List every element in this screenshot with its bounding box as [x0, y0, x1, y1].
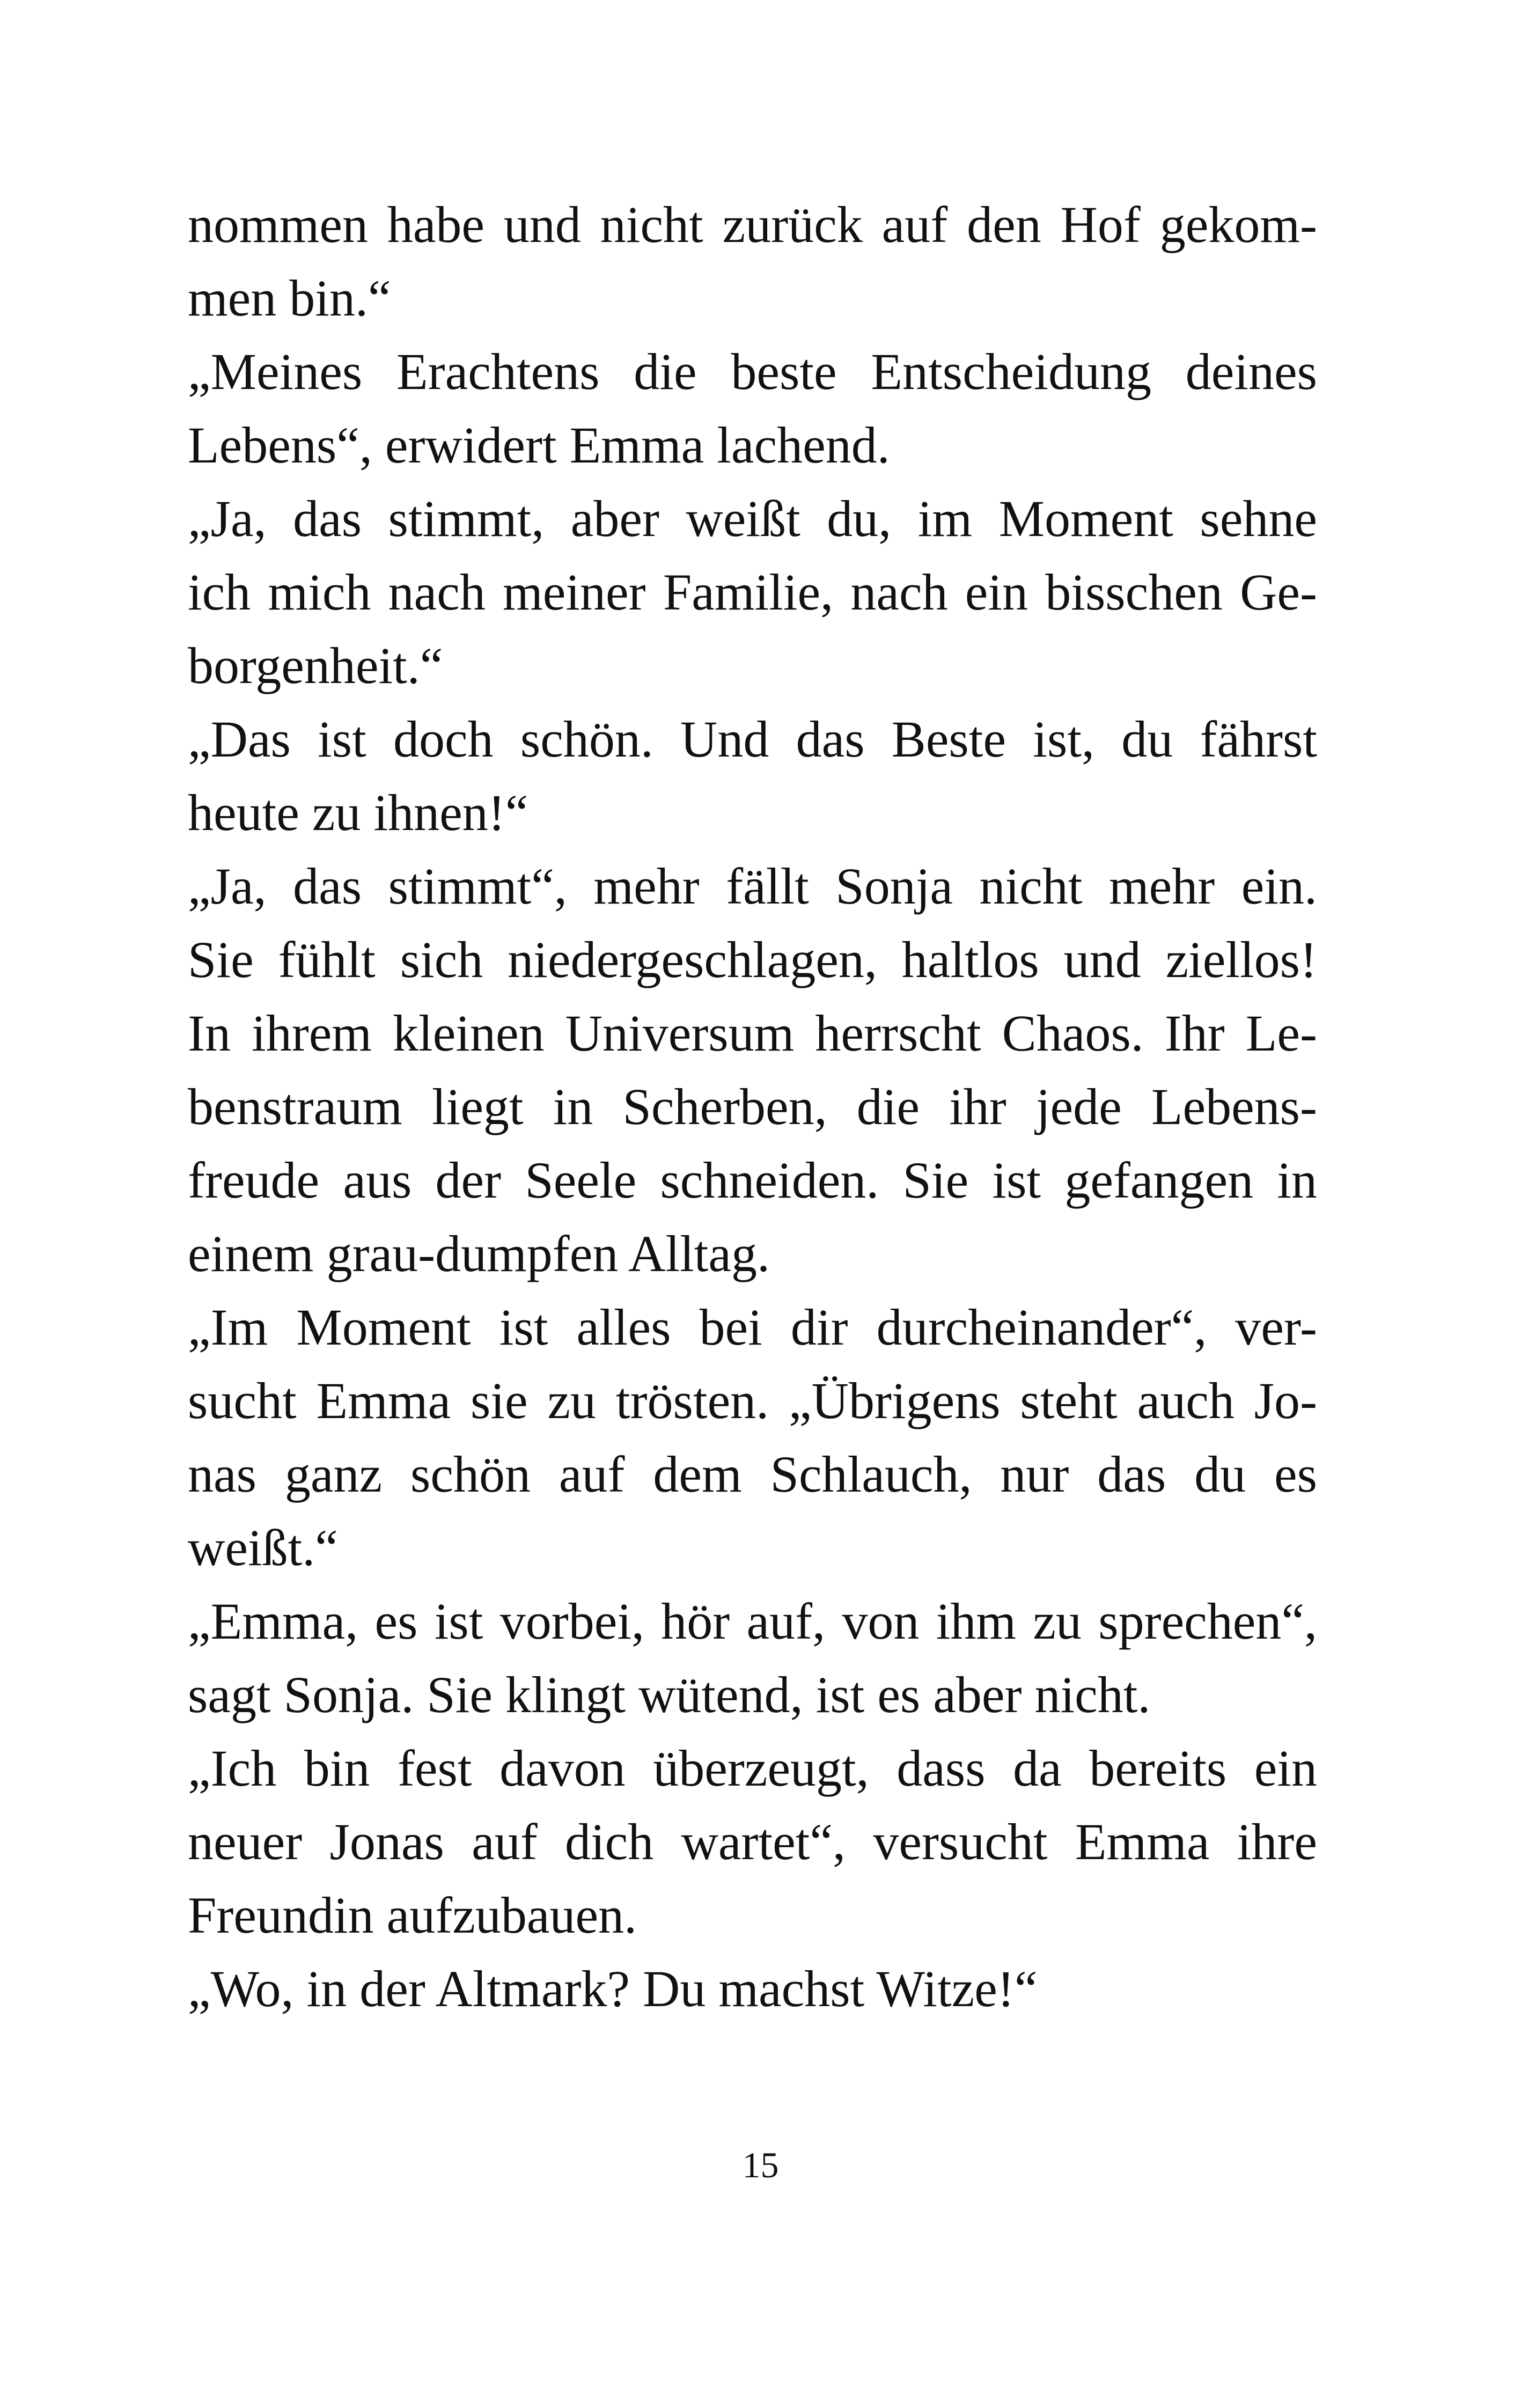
text-line: In ihrem kleinen Universum herrscht Chaos. Ihr Le- [188, 1004, 1317, 1062]
text-line: benstraum liegt in Scherben, die ihr jede Lebens- [188, 1078, 1317, 1135]
text-line: „Meines Erachtens die beste Entscheidung deines [188, 343, 1317, 400]
text-line: Sie fühlt sich niedergeschlagen, haltlos und ziellos! [188, 931, 1317, 988]
text-line: freude aus der Seele schneiden. Sie ist gefangen in [188, 1151, 1317, 1209]
text-line: „Ich bin fest davon überzeugt, dass da bereits ein [188, 1739, 1317, 1797]
text-line: heute zu ihnen!“ [188, 784, 528, 841]
text-line: borgenheit.“ [188, 637, 443, 694]
text-line: nas ganz schön auf dem Schlauch, nur das du es [188, 1445, 1317, 1503]
text-line: men bin.“ [188, 269, 391, 327]
text-line: neuer Jonas auf dich wartet“, versucht Emma ihre [188, 1813, 1317, 1870]
text-line: ich mich nach meiner Familie, nach ein bisschen Ge- [188, 563, 1317, 621]
text-line: nommen habe und nicht zurück auf den Hof gekom- [188, 196, 1317, 253]
text-line: Lebens“, erwidert Emma lachend. [188, 416, 890, 474]
text-line: weißt.“ [188, 1519, 338, 1576]
page-number: 15 [742, 2145, 779, 2185]
text-line: „Das ist doch schön. Und das Beste ist, du fährst [188, 710, 1317, 768]
text-line: sagt Sonja. Sie klingt wütend, ist es aber nicht. [188, 1666, 1151, 1723]
text-line: „Emma, es ist vorbei, hör auf, von ihm zu sprechen“, [188, 1592, 1317, 1650]
text-line: „Wo, in der Altmark? Du machst Witze!“ [188, 1960, 1038, 2017]
text-line: Freundin aufzubauen. [188, 1886, 637, 1944]
text-line: „Ja, das stimmt“, mehr fällt Sonja nicht mehr ein. [188, 857, 1317, 915]
text-line: „Im Moment ist alles bei dir durcheinander“, ver- [188, 1298, 1317, 1356]
text-line: sucht Emma sie zu trösten. „Übrigens steht auch Jo- [188, 1372, 1317, 1429]
text-line: einem grau-dumpfen Alltag. [188, 1225, 770, 1282]
text-line: „Ja, das stimmt, aber weißt du, im Moment sehne [188, 490, 1317, 547]
